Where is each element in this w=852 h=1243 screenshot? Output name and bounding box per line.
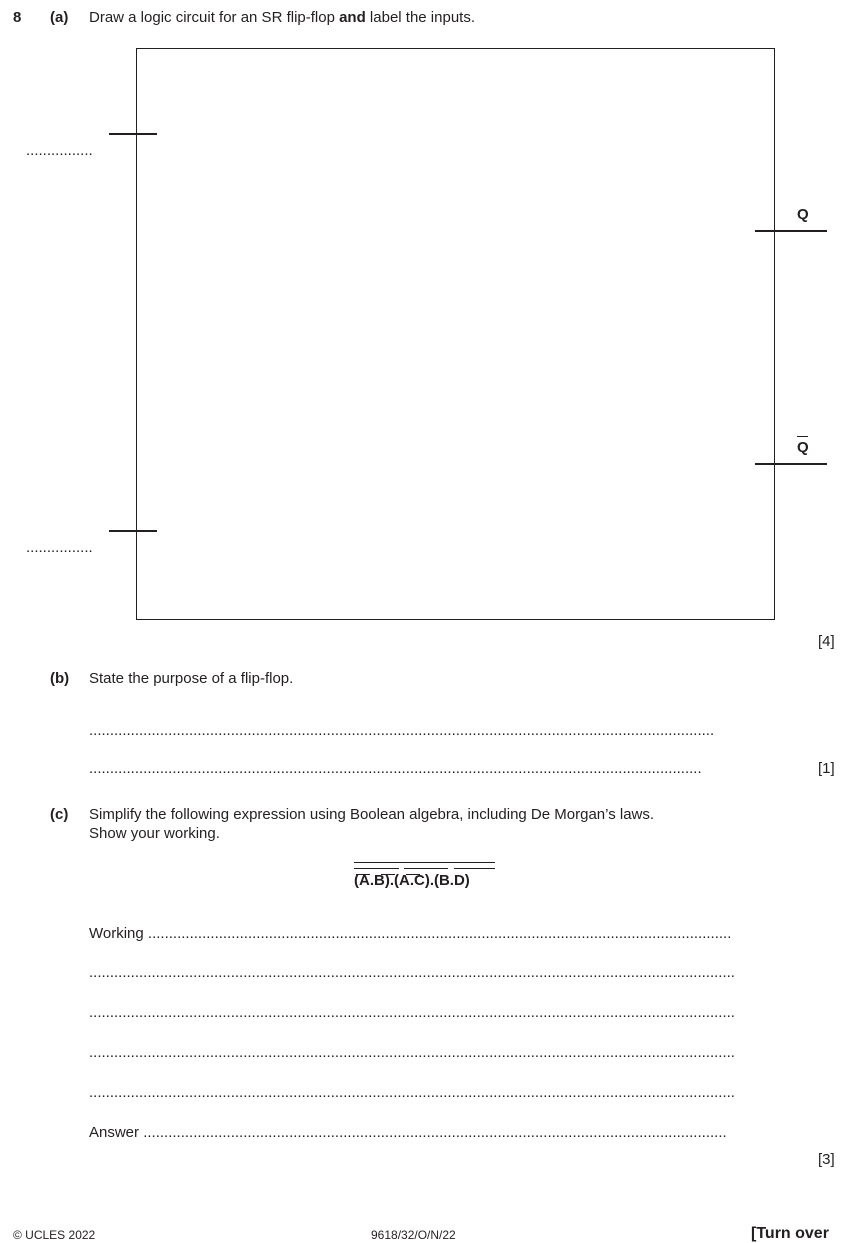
overbar-ab bbox=[354, 868, 399, 869]
overbar-bd bbox=[454, 868, 495, 869]
overbar-a-second bbox=[406, 874, 420, 875]
part-c-prompt-line-2: Show your working. bbox=[89, 825, 220, 842]
answer-label: Answer bbox=[89, 1124, 140, 1141]
output-qbar-text: Q bbox=[797, 439, 809, 456]
overbar-a-first bbox=[356, 874, 370, 875]
part-a-text-after: label the inputs. bbox=[365, 9, 476, 26]
input-top-label-blank[interactable]: ................ bbox=[26, 142, 93, 159]
answer-dots: ............................................................................................................................................ bbox=[143, 1124, 727, 1141]
part-b-answer-line-1[interactable]: ...................................................................................................................................................... bbox=[89, 722, 715, 739]
boolean-expression: (A.B).(A.C).(B.D) bbox=[354, 872, 470, 889]
part-b-marks: [1] bbox=[818, 760, 835, 777]
part-a-text-before: Draw a logic circuit for an SR flip-flop bbox=[89, 9, 340, 26]
part-c-marks: [3] bbox=[818, 1151, 835, 1168]
overbar-outer bbox=[354, 862, 495, 863]
footer-copyright: © UCLES 2022 bbox=[13, 1228, 96, 1242]
working-label: Working bbox=[89, 925, 144, 942]
part-a-label: (a) bbox=[50, 9, 69, 26]
output-qbar-line bbox=[755, 463, 827, 465]
output-q-label: Q bbox=[797, 206, 809, 223]
working-blank-line-2[interactable]: ........................................................................................................................................................... bbox=[89, 1004, 735, 1021]
part-c-label: (c) bbox=[50, 806, 69, 823]
part-b-label: (b) bbox=[50, 670, 70, 687]
footer-paper-code: 9618/32/O/N/22 bbox=[371, 1228, 456, 1242]
part-a-marks: [4] bbox=[818, 633, 835, 650]
input-top-line bbox=[109, 133, 157, 135]
part-a-prompt bbox=[89, 9, 475, 26]
part-b-answer-line-2[interactable]: ................................................................................................................................................... bbox=[89, 760, 702, 777]
part-a-text-bold: and bbox=[339, 9, 366, 26]
circuit-drawing-box[interactable] bbox=[136, 48, 775, 620]
input-bottom-line bbox=[109, 530, 157, 532]
output-qbar-label bbox=[797, 439, 809, 456]
working-blank-line-3[interactable]: ........................................................................................................................................................... bbox=[89, 1044, 735, 1061]
answer-line[interactable] bbox=[89, 1124, 727, 1141]
output-q-line bbox=[755, 230, 827, 232]
overbar-b-first bbox=[381, 874, 395, 875]
working-line[interactable] bbox=[89, 925, 731, 942]
footer-turn-over: [Turn over bbox=[751, 1225, 829, 1242]
working-blank-line-1[interactable]: ........................................................................................................................................................... bbox=[89, 964, 735, 981]
working-dots: ............................................................................................................................................ bbox=[147, 925, 732, 942]
part-c-prompt-line-1: Simplify the following expression using Boolean algebra, including De Morgan’s laws. bbox=[89, 806, 655, 823]
working-blank-line-4[interactable]: ........................................................................................................................................................... bbox=[89, 1084, 735, 1101]
part-b-prompt: State the purpose of a flip-flop. bbox=[89, 670, 294, 687]
overbar-ac bbox=[404, 868, 448, 869]
question-number: 8 bbox=[13, 9, 22, 26]
input-bottom-label-blank[interactable]: ................ bbox=[26, 539, 93, 556]
